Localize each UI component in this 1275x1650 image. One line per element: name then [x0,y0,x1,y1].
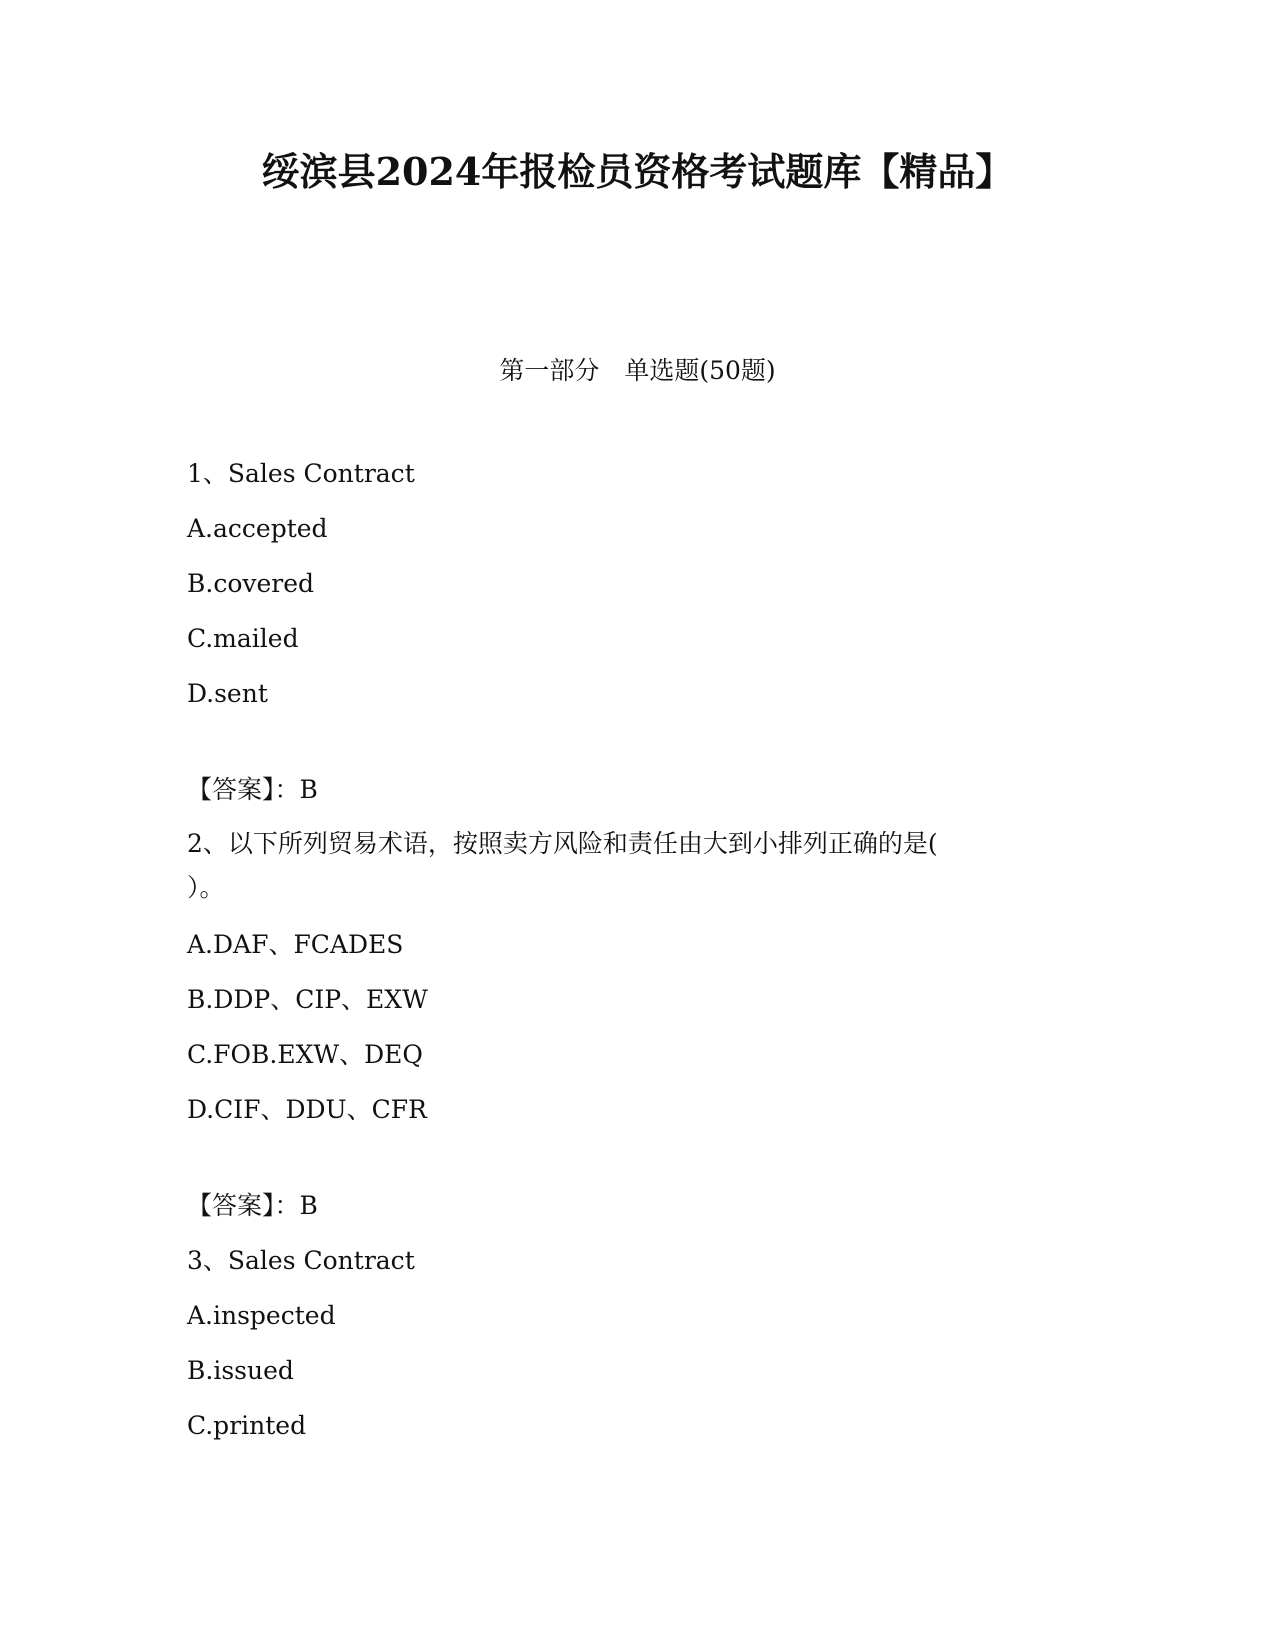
question-3-stem: 3、Sales Contract [187,1246,415,1275]
question-2-option-d: D.CIF、DDU、CFR [187,1095,427,1124]
question-1-option-a: A.accepted [187,514,328,543]
question-1-option-d: D.sent [187,679,268,708]
question-2-answer: 【答案】：B [187,1191,318,1220]
question-2-option-a: A.DAF、FCADES [187,930,404,959]
question-2-stem-line-2: ）。 [187,873,225,902]
question-1-stem: 1、Sales Contract [187,459,415,488]
question-3-option-c: C.printed [187,1411,307,1440]
question-1-option-b: B.covered [187,569,315,598]
question-1-option-c: C.mailed [187,624,299,653]
question-2-option-c: C.FOB.EXW、DEQ [187,1040,423,1069]
question-2-stem-line-1: 2、以下所列贸易术语，按照卖方风险和责任由大到小排列正确的是( [187,829,938,858]
document-title: 绥滨县2024年报检员资格考试题库【精品】 [261,149,1014,194]
question-3-option-b: B.issued [187,1356,294,1385]
question-3-option-a: A.inspected [187,1301,336,1330]
section-heading: 第一部分 单选题(50题) [499,356,776,385]
question-2-option-b: B.DDP、CIP、EXW [187,985,428,1014]
question-1-answer: 【答案】：B [187,775,318,804]
